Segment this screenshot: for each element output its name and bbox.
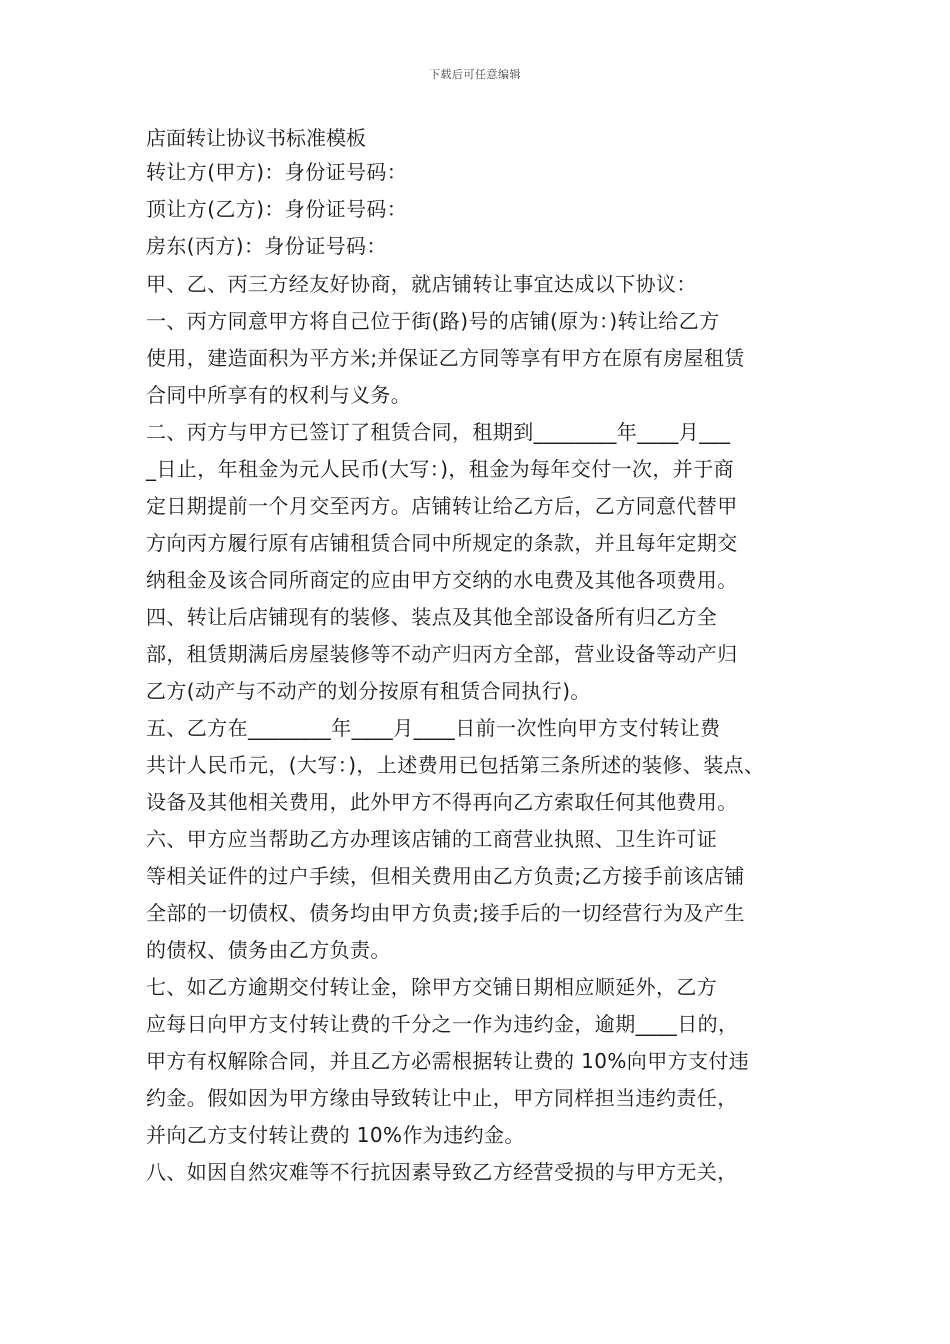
body-line: 八、如因自然灾难等不行抗因素导致乙方经营受损的与甲方无关， (146, 1160, 738, 1184)
body-line: 等相关证件的过户手续，但相关费用由乙方负责;乙方接手前该店铺 (146, 864, 745, 888)
body-line: 甲方有权解除合同，并且乙方必需根据转让费的 10%向甲方支付违 (146, 1049, 750, 1073)
body-line: 七、如乙方逾期交付转让金，除甲方交铺日期相应顺延外，乙方 (146, 975, 718, 999)
body-line: 应每日向甲方支付转让费的千分之一作为违约金，逾期____日的， (146, 1012, 739, 1036)
body-line: 转让方(甲方)：身份证号码： (146, 160, 408, 184)
body-line: 四、转让后店铺现有的装修、装点及其他全部设备所有归乙方全 (146, 605, 718, 629)
body-line: _日止，年租金为元人民币(大写：)，租金为每年交付一次，并于商 (146, 457, 735, 481)
body-line: 房东(丙方)：身份证号码： (146, 234, 387, 258)
body-line: 纳租金及该合同所商定的应由甲方交纳的水电费及其他各项费用。 (146, 568, 738, 592)
page-header: 下载后可任意编辑 (429, 68, 521, 81)
body-line: 五、乙方在________年____月____日前一次性向甲方支付转让费 (146, 716, 721, 740)
body-line: 并向乙方支付转让费的 10%作为违约金。 (146, 1123, 525, 1147)
body-line: 全部的一切债权、债务均由甲方负责;接手后的一切经营行为及产生 (146, 901, 745, 925)
body-line: 甲、乙、丙三方经友好协商，就店铺转让事宜达成以下协议： (146, 272, 697, 296)
body-line: 的债权、债务由乙方负责。 (146, 938, 391, 962)
document-title: 店面转让协议书标准模板 (146, 126, 366, 150)
body-line: 六、甲方应当帮助乙方办理该店铺的工商营业执照、卫生许可证 (146, 827, 718, 851)
body-line: 一、丙方同意甲方将自己位于街(路)号的店铺(原为：)转让给乙方 (146, 309, 720, 333)
body-line: 方向丙方履行原有店铺租赁合同中所规定的条款，并且每年定期交 (146, 531, 738, 555)
body-line: 二、丙方与甲方已签订了租赁合同，租期到________年____月___ (146, 420, 731, 444)
body-line: 共计人民币元，(大写：)，上述费用已包括第三条所述的装修、装点、 (146, 753, 765, 777)
body-line: 乙方(动产与不动产的划分按原有租赁合同执行)。 (146, 679, 591, 703)
body-line: 部，租赁期满后房屋装修等不动产归丙方全部，营业设备等动产归 (146, 642, 738, 666)
body-line: 设备及其他相关费用，此外甲方不得再向乙方索取任何其他费用。 (146, 790, 738, 814)
body-line: 合同中所享有的权利与义务。 (146, 383, 412, 407)
body-line: 约金。假如因为甲方缘由导致转让中止，甲方同样担当违约责任， (146, 1086, 738, 1110)
body-line: 定日期提前一个月交至丙方。店铺转让给乙方后，乙方同意代替甲 (146, 494, 738, 518)
body-line: 顶让方(乙方)：身份证号码： (146, 197, 408, 221)
body-line: 使用，建造面积为平方米;并保证乙方同等享有甲方在原有房屋租赁 (146, 346, 745, 370)
